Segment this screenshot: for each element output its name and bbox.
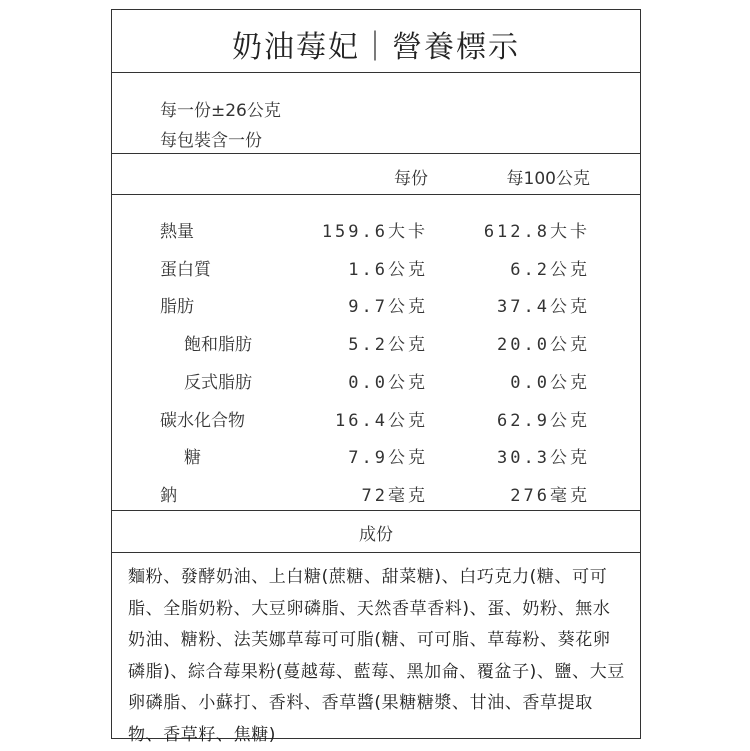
nutrient-per-serving: 0.0公克 — [348, 373, 428, 393]
nutrient-per-100g: 0.0公克 — [510, 373, 590, 393]
nutrient-per-serving: 1.6公克 — [348, 260, 428, 280]
nutrient-per-serving: 7.9公克 — [348, 448, 428, 468]
divider — [112, 72, 640, 73]
serving-size: 每一份±26公克 — [160, 101, 281, 121]
nutrient-per-100g: 20.0公克 — [497, 335, 590, 355]
nutrition-label — [111, 9, 641, 745]
nutrient-name: 碳水化合物 — [160, 411, 245, 431]
nutrient-name: 鈉 — [160, 486, 177, 506]
nutrient-per-100g: 37.4公克 — [497, 297, 590, 317]
nutrient-per-100g: 612.8大卡 — [483, 222, 590, 242]
nutrient-per-100g: 6.2公克 — [510, 260, 590, 280]
nutrient-name: 飽和脂肪 — [184, 335, 252, 355]
nutrient-row — [112, 255, 640, 285]
nutrient-name: 反式脂肪 — [184, 373, 252, 393]
nutrient-row — [112, 292, 640, 322]
nutrient-per-100g: 62.9公克 — [497, 411, 590, 431]
nutrient-per-serving: 159.6大卡 — [321, 222, 428, 242]
nutrient-name: 脂肪 — [160, 297, 194, 317]
divider — [112, 510, 640, 511]
nutrient-per-100g: 30.3公克 — [497, 448, 590, 468]
nutrient-row — [112, 443, 640, 473]
nutrient-name: 糖 — [184, 448, 201, 468]
nutrient-per-serving: 9.7公克 — [348, 297, 428, 317]
ingredients-heading: 成份 — [359, 525, 393, 545]
nutrient-row — [112, 406, 640, 436]
nutrient-per-serving: 5.2公克 — [348, 335, 428, 355]
nutrient-name: 熱量 — [160, 222, 194, 242]
nutrient-name: 蛋白質 — [160, 260, 211, 280]
column-header-per-serving: 每份 — [394, 169, 428, 189]
divider — [112, 153, 640, 154]
column-header-per-100g: 每100公克 — [506, 169, 590, 189]
label-title: 奶油莓妃｜營養標示 — [232, 30, 520, 65]
nutrient-per-serving: 16.4公克 — [335, 411, 428, 431]
nutrient-per-serving: 72毫克 — [361, 486, 428, 506]
nutrient-row — [112, 368, 640, 398]
divider — [112, 194, 640, 195]
nutrient-row — [112, 481, 640, 511]
servings-per-pack: 每包裝含一份 — [160, 131, 262, 151]
divider — [112, 552, 640, 553]
nutrient-per-100g: 276毫克 — [510, 486, 590, 506]
ingredients-text: 麵粉、發酵奶油、上白糖(蔗糖、甜菜糖)、白巧克力(糖、可可脂、全脂奶粉、大豆卵磷脂、天然香草香料)、蛋、奶粉、無水奶油、糖粉、法芙娜草莓可可脂(糖、可可脂、草莓粉、葵花卵磷脂)、綜合莓果粉(蔓越莓、藍莓、黑加侖、覆盆子)、鹽、大豆卵磷脂、小蘇打、香料、香草醬(果糖糖漿、甘油、香草提取物、香草籽、焦糖) — [128, 567, 625, 745]
nutrient-row — [112, 217, 640, 247]
nutrient-row — [112, 330, 640, 360]
